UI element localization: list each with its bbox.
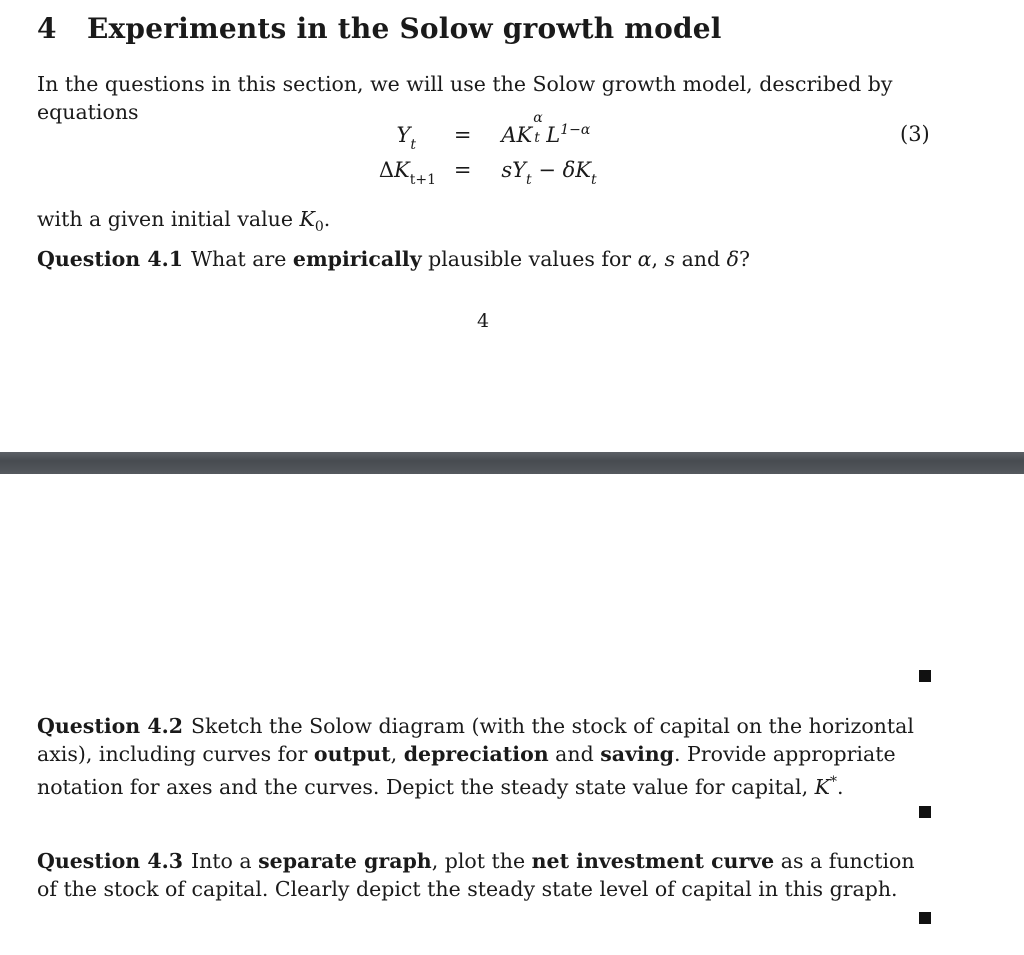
eq1-rhs-l: L xyxy=(546,123,561,147)
eq2-rhs-sy: sY xyxy=(501,158,527,182)
q42-sep1: , xyxy=(390,742,404,766)
question-4-1-label: Question 4.1 xyxy=(37,247,183,271)
q42-bold-output: output xyxy=(313,742,391,766)
q41-sep1: , xyxy=(651,247,665,271)
q42-text-a: Sketch the Solow diagram (with the stock of capital on the horizontal axis), including curves for xyxy=(37,714,914,766)
page-4 xyxy=(0,0,1024,452)
with-var: K xyxy=(299,207,315,231)
q43-text-b: , plot the xyxy=(431,849,532,873)
question-4-2-label: Question 4.2 xyxy=(37,714,183,738)
question-4-2 xyxy=(37,712,937,801)
eq2-lhs-delta: Δ xyxy=(378,158,395,182)
eq2-lhs-sub: t+1 xyxy=(409,172,436,189)
q42-end: . xyxy=(836,774,844,799)
q42-sep2: and xyxy=(548,742,601,766)
with-suffix: . xyxy=(323,207,331,231)
equation-number: (3) xyxy=(900,122,930,146)
eq2-rhs-deltak: δK xyxy=(562,158,591,182)
eq1-relation: = xyxy=(453,123,472,147)
q42-kvar: K xyxy=(814,774,830,799)
eq1-rhs-exponent: 1−α xyxy=(560,122,591,138)
eq1-lhs: Y xyxy=(396,123,411,147)
q41-s: s xyxy=(664,247,676,271)
initial-value-text xyxy=(37,205,937,241)
equation-output xyxy=(296,110,591,154)
q42-bold-saving: saving xyxy=(600,742,675,766)
section-heading xyxy=(37,12,722,45)
q43-bold-separate-graph: separate graph xyxy=(258,849,432,873)
with-prefix: with a given initial value xyxy=(37,207,300,231)
q41-sep2: and xyxy=(675,247,727,271)
q41-alpha: α xyxy=(637,247,652,271)
q43-bold-net-investment: net investment curve xyxy=(531,849,775,873)
q41-text-a: What are xyxy=(190,247,293,271)
q41-delta: δ xyxy=(726,247,739,271)
qed-square-icon xyxy=(919,806,931,818)
eq2-rhs-sub2: t xyxy=(590,172,597,189)
q41-end: ? xyxy=(738,247,750,271)
eq1-rhs-ak: AK xyxy=(501,123,533,147)
eq2-relation: = xyxy=(453,158,472,182)
q42-bold-depreciation: depreciation xyxy=(403,742,549,766)
q42-text-b: . Provide appropriate notation for axes and the curves. Depict the steady state value for capital, xyxy=(37,742,896,799)
q43-text-c: as a function of the stock of capital. Clearly depict the steady state level of capital in this graph. xyxy=(37,849,915,901)
with-sub: 0 xyxy=(314,219,324,236)
q43-text-a: Into a xyxy=(190,849,259,873)
q41-bold-empirically: empirically xyxy=(292,247,422,271)
equation-capital xyxy=(316,158,597,189)
eq1-rhs-t: t xyxy=(534,130,540,146)
eq2-rhs-sub1: t xyxy=(526,172,532,189)
question-4-1 xyxy=(37,245,937,273)
q41-text-b: plausible values for xyxy=(421,247,638,271)
q42-kstar: * xyxy=(829,774,837,790)
page-divider xyxy=(0,452,1024,474)
eq2-lhs: K xyxy=(394,158,410,182)
question-4-3 xyxy=(37,847,937,903)
intro-paragraph: In the questions in this section, we will use the Solow growth model, described by equations xyxy=(37,72,893,124)
eq1-rhs-alpha: α xyxy=(533,110,543,126)
qed-square-icon xyxy=(919,670,931,682)
qed-square-icon xyxy=(919,912,931,924)
eq2-rhs-minus: − xyxy=(531,158,563,182)
section-number: 4 xyxy=(37,12,57,45)
section-title: Experiments in the Solow growth model xyxy=(87,12,722,45)
eq1-lhs-sub: t xyxy=(410,137,416,154)
page-number: 4 xyxy=(477,310,490,332)
question-4-3-label: Question 4.3 xyxy=(37,849,183,873)
